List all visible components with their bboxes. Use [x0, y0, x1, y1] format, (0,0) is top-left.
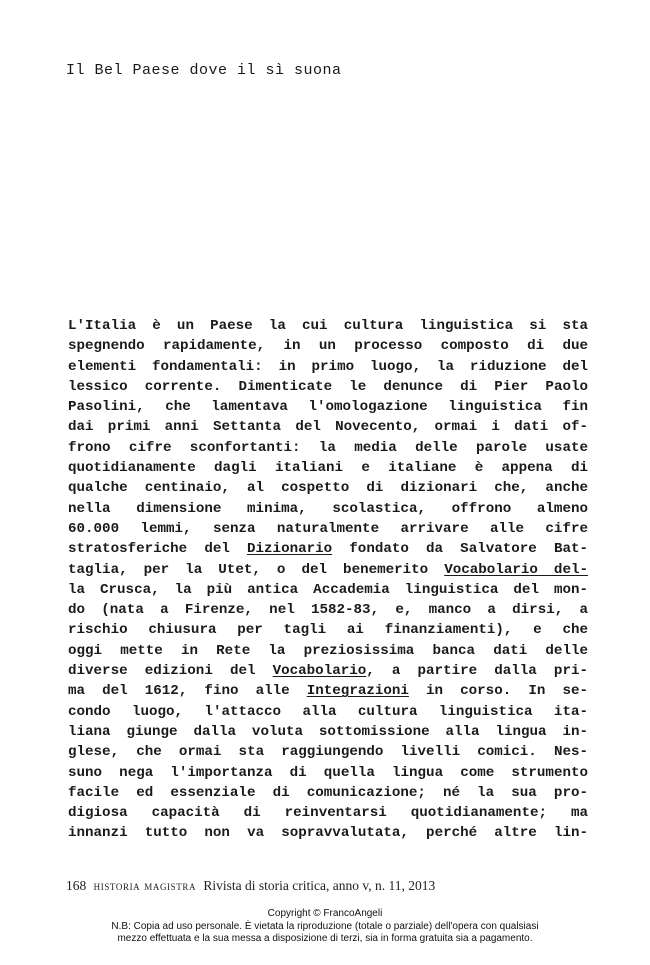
text-line: [68, 763, 588, 783]
text-segment: , a partire dalla pri-: [366, 663, 588, 680]
journal-details: Rivista di storia critica, anno v, n. 11, 2013: [203, 878, 436, 893]
text-line: [68, 783, 588, 803]
text-line: [68, 438, 588, 458]
page-number: 168: [66, 878, 87, 893]
text-segment: digiosa capacità di reinventarsi quotidianamente; ma: [68, 805, 588, 822]
text-segment: stratosferiche del: [68, 541, 248, 558]
text-line: [68, 417, 588, 437]
copyright-line-2: N.B: Copia ad uso personale. È vietata la riproduzione (totale o parziale) dell'opera con qualsiasi: [111, 920, 539, 932]
text-segment: quotidianamente dagli italiani e italiane è appena di: [68, 460, 588, 477]
text-line: [68, 458, 588, 478]
text-line: [68, 316, 588, 336]
work-title: Vocabolario: [272, 663, 367, 680]
text-segment: liana giunge dalla voluta sottomissione alla lingua in-: [68, 723, 588, 740]
text-segment: ma del 1612, fino alle: [68, 683, 307, 700]
text-line: [68, 661, 588, 681]
text-line: [68, 702, 588, 722]
text-line: [68, 722, 588, 742]
text-segment: lessico corrente. Dimenticate le denunce di Pier Paolo: [68, 378, 588, 395]
page-footer: [66, 878, 435, 894]
text-segment: frono cifre sconfortanti: la media delle parole usate: [68, 439, 588, 456]
text-segment: facile ed essenziale di comunicazione; né la sua pro-: [68, 784, 588, 801]
text-segment: 60.000 lemmi, senza naturalmente arrivare alle cifre: [68, 520, 588, 537]
text-segment: oggi mette in Rete la preziosissima banca dati delle: [68, 642, 588, 659]
text-line: [68, 336, 588, 356]
text-segment: condo luogo, l'attacco alla cultura linguistica ita-: [68, 703, 588, 720]
text-line: [68, 560, 588, 580]
text-segment: taglia, per la Utet, o del benemerito: [68, 561, 445, 578]
text-line: [68, 823, 588, 843]
copyright-notice: [0, 908, 650, 946]
text-line: [68, 620, 588, 640]
text-segment: Pasolini, che lamentava l'omologazione linguistica fin: [68, 399, 588, 416]
text-line: [68, 539, 588, 559]
text-segment: innanzi tutto non va sopravvalutata, perché altre lin-: [68, 825, 588, 842]
article-title: Il Bel Paese dove il sì suona: [66, 62, 342, 79]
work-title: Integrazioni: [306, 683, 409, 700]
text-segment: L'Italia è un Paese la cui cultura linguistica si sta: [68, 318, 588, 334]
text-line: [68, 519, 588, 539]
text-segment: dai primi anni Settanta del Novecento, ormai i dati of-: [68, 419, 588, 436]
work-title: Dizionario: [247, 541, 333, 558]
text-line: [68, 478, 588, 498]
copyright-line-3: mezzo effettuata e la sua messa a disposizione di terzi, sia in forma gratuita sia a pagamento.: [117, 933, 533, 944]
text-line: [68, 803, 588, 823]
text-line: [68, 641, 588, 661]
text-line: [68, 377, 588, 397]
text-segment: qualche centinaio, al cospetto di dizionari che, anche: [68, 480, 588, 497]
text-segment: fondato da Salvatore Bat-: [332, 541, 588, 558]
text-line: [68, 600, 588, 620]
body-paragraph: [68, 316, 588, 844]
text-segment: in corso. In se-: [408, 683, 588, 700]
text-segment: spegnendo rapidamente, in un processo composto di due: [68, 338, 588, 355]
text-segment: diverse edizioni del: [68, 663, 273, 680]
text-segment: rischio chiusura per tagli ai finanziamenti), e che: [68, 622, 588, 639]
text-line: [68, 742, 588, 762]
work-title: Vocabolario del-: [444, 561, 588, 578]
journal-name: historia magistra: [93, 878, 197, 893]
text-segment: suno nega l'importanza di quella lingua come strumento: [68, 764, 588, 781]
text-line: [68, 499, 588, 519]
text-segment: la Crusca, la più antica Accademia linguistica del mon-: [68, 581, 588, 598]
text-line: [68, 580, 588, 600]
text-segment: nella dimensione minima, scolastica, offrono almeno: [68, 500, 588, 517]
text-line: [68, 681, 588, 701]
copyright-line-1: Copyright © FrancoAngeli: [267, 908, 383, 919]
text-segment: glese, che ormai sta raggiungendo livelli comici. Nes-: [68, 744, 588, 761]
text-segment: do (nata a Firenze, nel 1582-83, e, manco a dirsi, a: [68, 602, 588, 619]
text-segment: elementi fondamentali: in primo luogo, la riduzione del: [68, 358, 588, 375]
text-line: [68, 397, 588, 417]
text-line: [68, 357, 588, 377]
